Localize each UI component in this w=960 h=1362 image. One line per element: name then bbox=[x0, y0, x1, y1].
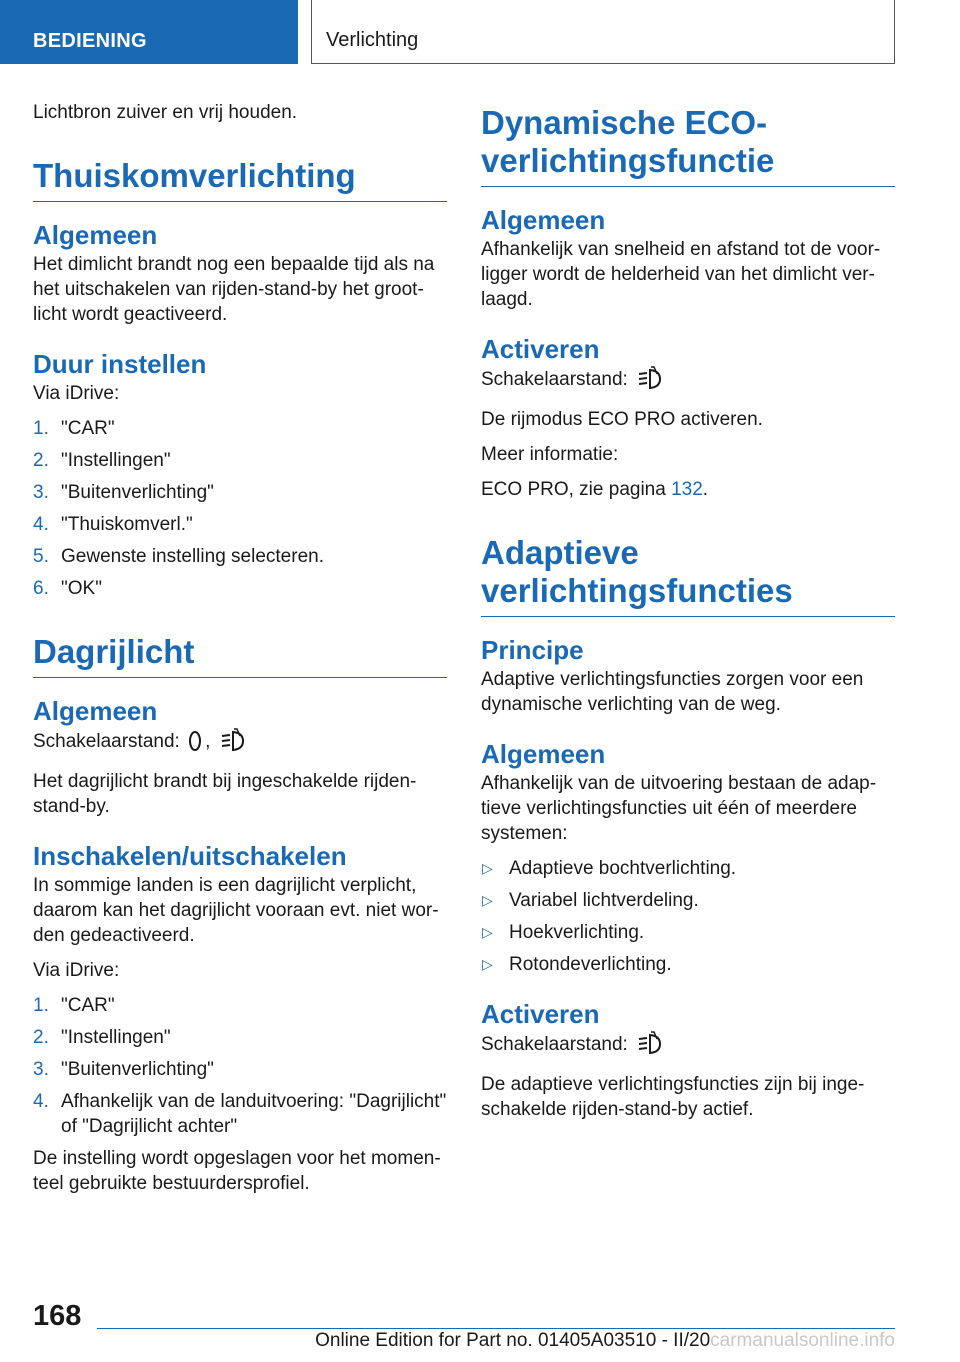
list-item: 4. Afhankelijk van de landuitvoering: "Dagrijlicht" of "Dagrijlicht achter" bbox=[33, 1091, 447, 1137]
left-column bbox=[33, 100, 447, 1206]
paragraph-principe: Adaptive verlichtingsfuncties zorgen voor een dynamische verlichting van de weg. bbox=[481, 669, 864, 715]
switch-position-line-adaptief: Schakelaarstand: bbox=[481, 1031, 895, 1062]
bullet-list bbox=[481, 856, 895, 977]
heading-principe: Principe bbox=[481, 635, 584, 665]
list-item: ▷ Variabel lichtverdeling. bbox=[482, 890, 699, 911]
list-item: ▷ Adaptieve bochtverlichting. bbox=[482, 858, 737, 879]
switch-position-0-icon bbox=[188, 730, 202, 759]
triangle-bullet-icon: ▷ bbox=[482, 860, 493, 876]
watermark: carmanualsonline.info bbox=[710, 1330, 895, 1351]
paragraph-activeren-adaptief: De adaptieve verlichtingsfuncties zijn bij inge-schakelde rijden-stand-by actief. bbox=[481, 1074, 865, 1120]
via-idrive-1: Via iDrive: bbox=[33, 383, 120, 404]
paragraph-inschakelen: In sommige landen is een dagrijlicht verplicht, daarom kan het dagrijlicht vooraan evt. niet wor-den gedeactiveerd. bbox=[33, 875, 439, 946]
heading-inschakelen-uitschakelen: Inschakelen/uitschakelen bbox=[33, 841, 347, 871]
paragraph-algemeen-adaptief: Afhankelijk van de uitvoering bestaan de adap-tieve verlichtingsfuncties uit één of meerdere systemen: bbox=[481, 773, 877, 844]
paragraph-profile-saved: De instelling wordt opgeslagen voor het momen-teel gebruikte bestuurdersprofiel. bbox=[33, 1148, 441, 1194]
list-item: 6. "OK" bbox=[33, 578, 102, 599]
triangle-bullet-icon: ▷ bbox=[482, 924, 493, 940]
page-number: 168 bbox=[33, 1300, 82, 1332]
heading-algemeen-eco: Algemeen bbox=[481, 205, 606, 235]
list-item: 4. "Thuiskomverl." bbox=[33, 514, 193, 535]
list-item: 1. "CAR" bbox=[33, 418, 115, 439]
list-item: 3. "Buitenverlichting" bbox=[33, 1059, 214, 1080]
right-column bbox=[481, 100, 895, 1132]
header-section-tab: BEDIENING bbox=[0, 0, 298, 64]
paragraph-eco-pro: De rijmodus ECO PRO activeren. bbox=[481, 409, 763, 430]
page-reference-link[interactable]: 132 bbox=[671, 479, 703, 500]
footer-edition: Online Edition for Part no. 01405A03510 - II/20carmanualsonline.info bbox=[315, 1330, 895, 1351]
triangle-bullet-icon: ▷ bbox=[482, 956, 493, 972]
heading-thuiskomverlichting: Thuiskomverlichting bbox=[33, 157, 447, 202]
list-item: 1. "CAR" bbox=[33, 995, 115, 1016]
list-item: 5. Gewenste instelling selecteren. bbox=[33, 546, 324, 567]
heading-adaptieve: Adaptieve verlichtingsfuncties bbox=[481, 534, 895, 617]
switch-position-line: Schakelaarstand: , bbox=[33, 728, 447, 759]
automatic-headlight-icon bbox=[636, 366, 662, 397]
footer-divider bbox=[97, 1328, 895, 1329]
header-chapter: Verlichting bbox=[311, 0, 895, 64]
list-item: ▷ Rotondeverlichting. bbox=[482, 954, 672, 975]
triangle-bullet-icon: ▷ bbox=[482, 892, 493, 908]
paragraph-algemeen-1: Het dimlicht brandt nog een bepaalde tijd als na het uitschakelen van rijden-stand-by het groot-licht wordt geactiveerd. bbox=[33, 254, 435, 325]
heading-activeren-1: Activeren bbox=[481, 334, 600, 364]
paragraph-meer-informatie: Meer informatie: bbox=[481, 444, 619, 465]
automatic-headlight-icon bbox=[636, 1031, 662, 1062]
heading-dynamische-eco: Dynamische ECO-verlichtingsfunctie bbox=[481, 104, 895, 187]
list-item: 2. "Instellingen" bbox=[33, 450, 171, 471]
steps-list-2 bbox=[33, 993, 447, 1139]
list-item: 2. "Instellingen" bbox=[33, 1027, 171, 1048]
heading-dagrijlicht: Dagrijlicht bbox=[33, 633, 447, 678]
automatic-headlight-icon bbox=[219, 728, 245, 759]
heading-algemeen-adaptief: Algemeen bbox=[481, 739, 606, 769]
heading-activeren-2: Activeren bbox=[481, 999, 600, 1029]
switch-position-line-eco: Schakelaarstand: bbox=[481, 366, 895, 397]
paragraph-eco-reference: ECO PRO, zie pagina 132. bbox=[481, 479, 709, 500]
paragraph-dagrijlicht: Het dagrijlicht brandt bij ingeschakelde rijden-stand-by. bbox=[33, 771, 417, 817]
heading-duur-instellen: Duur instellen bbox=[33, 349, 207, 379]
steps-list-1 bbox=[33, 416, 447, 601]
intro-text: Lichtbron zuiver en vrij houden. bbox=[33, 102, 298, 123]
paragraph-algemeen-eco: Afhankelijk van snelheid en afstand tot de voor-ligger wordt de helderheid van het dimlicht ver-laagd. bbox=[481, 239, 881, 310]
via-idrive-2: Via iDrive: bbox=[33, 960, 120, 981]
heading-algemeen-2: Algemeen bbox=[33, 696, 158, 726]
list-item: ▷ Hoekverlichting. bbox=[482, 922, 645, 943]
heading-algemeen-1: Algemeen bbox=[33, 220, 158, 250]
list-item: 3. "Buitenverlichting" bbox=[33, 482, 214, 503]
